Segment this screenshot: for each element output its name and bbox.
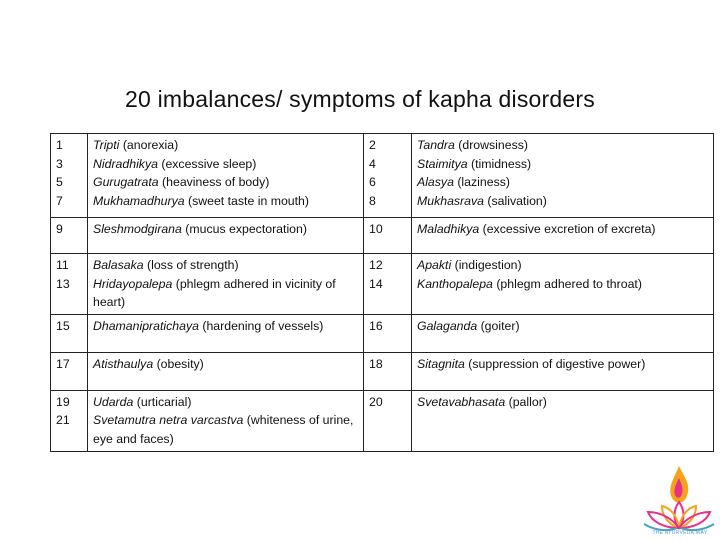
- sanskrit-term: Kanthopalepa: [417, 276, 493, 291]
- symptom-entry: [93, 393, 358, 412]
- symptom-meaning: (hardening of vessels): [198, 318, 324, 333]
- symptom-meaning: (phlegm adhered in vicinity of heart): [93, 276, 336, 310]
- symptom-meaning: (salivation): [483, 193, 547, 208]
- number-cell: [364, 352, 412, 390]
- symptoms-table: [50, 133, 714, 452]
- table-row: [51, 352, 714, 390]
- symptom-number: 10: [369, 222, 383, 236]
- description-cell: [412, 254, 714, 315]
- symptom-meaning: (pallor): [505, 394, 547, 409]
- symptom-entry: [93, 355, 358, 374]
- symptom-entry: [417, 220, 708, 239]
- symptom-entry: [93, 136, 358, 155]
- symptom-number: 7: [56, 193, 63, 208]
- sanskrit-term: Atisthaulya: [93, 356, 154, 371]
- symptom-entry: [417, 317, 708, 336]
- description-cell: [88, 352, 364, 390]
- symptom-entry: [93, 275, 358, 312]
- sanskrit-term: Maladhikya: [417, 222, 480, 236]
- number-cell: [364, 314, 412, 352]
- sanskrit-term: Hridayopalepa: [93, 276, 173, 291]
- number-cell: [364, 218, 412, 254]
- description-cell: [412, 218, 714, 254]
- symptom-number: 14: [369, 276, 383, 291]
- symptom-entry: [93, 192, 358, 211]
- symptom-meaning: (timidness): [467, 156, 532, 171]
- symptom-meaning: (anorexia): [119, 138, 179, 152]
- symptom-entry: [417, 192, 708, 211]
- description-cell: [412, 390, 714, 451]
- sanskrit-term: Svetamutra netra varcastva: [93, 413, 244, 428]
- table-row: [51, 218, 714, 254]
- table-row: [51, 254, 714, 315]
- sanskrit-term: Nidradhikya: [93, 156, 158, 171]
- symptom-number: 9: [56, 222, 63, 236]
- description-cell: [412, 352, 714, 390]
- logo-caption: THE AYURVEDA WAY: [652, 530, 708, 536]
- symptom-meaning: (excessive excretion of excreta): [479, 222, 656, 236]
- symptom-number: 8: [369, 193, 376, 208]
- description-cell: [88, 218, 364, 254]
- symptom-number: 19: [56, 394, 70, 409]
- symptom-meaning: (sweet taste in mouth): [184, 193, 309, 208]
- symptom-entry: [417, 393, 708, 412]
- description-cell: [88, 314, 364, 352]
- sanskrit-term: Sitagnita: [417, 356, 465, 371]
- symptom-meaning: (laziness): [453, 175, 510, 190]
- description-cell: [88, 254, 364, 315]
- symptom-entry: [417, 173, 708, 192]
- number-cell: [51, 390, 88, 451]
- symptom-number: 20: [369, 394, 383, 409]
- symptom-entry: [417, 256, 708, 275]
- symptom-number: 17: [56, 356, 70, 371]
- symptom-number: 12: [369, 258, 383, 272]
- number-cell: [51, 352, 88, 390]
- sanskrit-term: Sleshmodgirana: [93, 222, 182, 236]
- sanskrit-term: Mukhasrava: [417, 193, 484, 208]
- sanskrit-term: Staimitya: [417, 156, 468, 171]
- lotus-lamp-logo: [640, 462, 718, 538]
- sanskrit-term: Udarda: [93, 394, 134, 409]
- symptom-meaning: (suppression of digestive power): [464, 356, 646, 371]
- symptom-meaning: (heaviness of body): [158, 175, 270, 190]
- description-cell: [412, 134, 714, 218]
- number-cell: [364, 254, 412, 315]
- symptom-meaning: (excessive sleep): [157, 156, 257, 171]
- lotus-icon: [644, 502, 714, 530]
- number-cell: [51, 314, 88, 352]
- symptom-entry: [417, 275, 708, 294]
- symptom-meaning: (indigestion): [451, 258, 522, 272]
- symptom-entry: [93, 155, 358, 174]
- symptom-number: 6: [369, 175, 376, 190]
- symptom-meaning: (urticarial): [133, 394, 192, 409]
- symptom-meaning: (whiteness of urine, eye and faces): [93, 413, 354, 446]
- symptom-number: 21: [56, 413, 70, 428]
- sanskrit-term: Tripti: [93, 138, 120, 152]
- sanskrit-term: Dhamanipratichaya: [93, 318, 199, 333]
- symptom-number: 2: [369, 138, 376, 152]
- description-cell: [88, 134, 364, 218]
- description-cell: [88, 390, 364, 451]
- symptom-number: 5: [56, 175, 63, 190]
- symptom-number: 18: [369, 356, 383, 371]
- table-row: [51, 314, 714, 352]
- symptom-meaning: (obesity): [153, 356, 204, 371]
- symptom-entry: [417, 155, 708, 174]
- sanskrit-term: Tandra: [417, 138, 455, 152]
- page-title: 20 imbalances/ symptoms of kapha disorders: [125, 86, 595, 112]
- number-cell: [51, 218, 88, 254]
- number-cell: [51, 134, 88, 218]
- symptom-number: 15: [56, 318, 70, 333]
- symptom-entry: [93, 256, 358, 275]
- symptom-number: 13: [56, 276, 70, 291]
- sanskrit-term: Alasya: [417, 175, 454, 190]
- sanskrit-term: Svetavabhasata: [417, 394, 506, 409]
- symptom-entry: [93, 220, 358, 239]
- symptom-entry: [417, 136, 708, 155]
- sanskrit-term: Apakti: [417, 258, 452, 272]
- symptom-meaning: (loss of strength): [143, 258, 239, 272]
- symptom-entry: [93, 173, 358, 192]
- description-cell: [412, 314, 714, 352]
- number-cell: [364, 134, 412, 218]
- symptom-meaning: (mucus expectoration): [181, 222, 307, 236]
- symptom-entry: [417, 355, 708, 374]
- symptom-meaning: (goiter): [477, 318, 520, 333]
- symptom-number: 1: [56, 138, 63, 152]
- symptom-entry: [93, 411, 358, 448]
- sanskrit-term: Galaganda: [417, 318, 478, 333]
- number-cell: [51, 254, 88, 315]
- symptom-number: 11: [56, 258, 69, 272]
- table-row: [51, 390, 714, 451]
- symptom-meaning: (phlegm adhered to throat): [492, 276, 642, 291]
- table-row: [51, 134, 714, 218]
- symptom-meaning: (drowsiness): [454, 138, 528, 152]
- symptom-number: 3: [56, 156, 63, 171]
- sanskrit-term: Balasaka: [93, 258, 144, 272]
- symptom-number: 4: [369, 156, 376, 171]
- symptom-entry: [93, 317, 358, 336]
- sanskrit-term: Gurugatrata: [93, 175, 159, 190]
- sanskrit-term: Mukhamadhurya: [93, 193, 185, 208]
- number-cell: [364, 390, 412, 451]
- symptom-number: 16: [369, 318, 383, 333]
